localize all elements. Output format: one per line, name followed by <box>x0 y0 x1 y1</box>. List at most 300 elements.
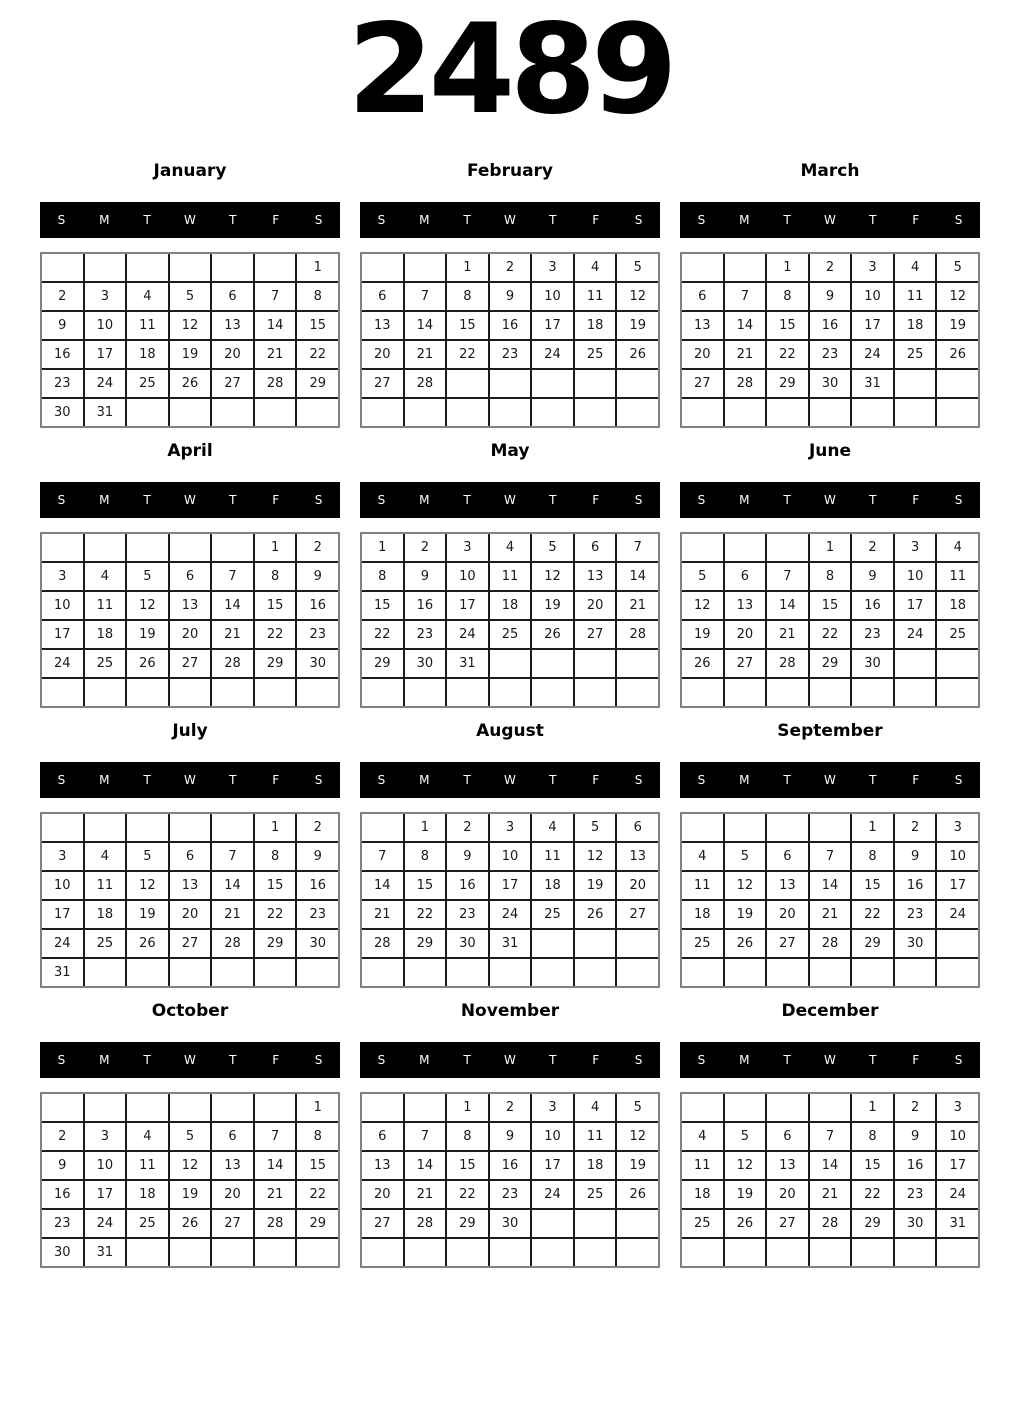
day-cell: 8 <box>810 563 851 590</box>
day-of-week-label: S <box>954 773 963 787</box>
day-cell: 14 <box>255 1152 296 1179</box>
empty-day-cell <box>767 534 808 561</box>
day-cell: 21 <box>617 592 658 619</box>
day-cell: 12 <box>575 843 616 870</box>
day-of-week-label: T <box>229 213 237 227</box>
day-cell: 5 <box>725 843 766 870</box>
day-cell: 25 <box>682 930 723 957</box>
day-cell: 7 <box>810 843 851 870</box>
day-cell: 13 <box>362 312 403 339</box>
day-cell: 5 <box>575 814 616 841</box>
day-of-week-label: F <box>272 493 280 507</box>
day-cell: 3 <box>447 534 488 561</box>
day-cell: 29 <box>447 1210 488 1237</box>
day-cell: 30 <box>297 930 338 957</box>
day-cell: 17 <box>937 872 978 899</box>
day-cell: 26 <box>725 1210 766 1237</box>
day-of-week-label: T <box>463 213 471 227</box>
empty-day-cell <box>810 679 851 706</box>
day-cell: 3 <box>532 254 573 281</box>
day-cell: 18 <box>895 312 936 339</box>
day-of-week-header <box>40 1042 340 1078</box>
empty-day-cell <box>362 959 403 986</box>
day-cell: 26 <box>532 621 573 648</box>
day-of-week-label: F <box>592 1053 600 1067</box>
day-cell: 20 <box>170 621 211 648</box>
day-of-week-label: T <box>549 493 557 507</box>
day-of-week-label: S <box>377 213 386 227</box>
day-cell: 20 <box>212 341 253 368</box>
empty-day-cell <box>255 399 296 426</box>
day-of-week-header <box>40 762 340 798</box>
empty-day-cell <box>170 959 211 986</box>
day-cell: 25 <box>85 930 126 957</box>
day-of-week-label: T <box>229 1053 237 1067</box>
day-cell: 20 <box>767 901 808 928</box>
day-cell: 16 <box>895 1152 936 1179</box>
day-cell: 26 <box>682 650 723 677</box>
empty-day-cell <box>937 930 978 957</box>
day-cell: 25 <box>532 901 573 928</box>
empty-day-cell <box>937 959 978 986</box>
empty-day-cell <box>532 370 573 397</box>
day-cell: 29 <box>810 650 851 677</box>
day-cell: 29 <box>297 370 338 397</box>
date-grid <box>40 1092 340 1268</box>
month-title: June <box>808 441 852 461</box>
day-cell: 21 <box>255 341 296 368</box>
day-cell: 1 <box>852 814 893 841</box>
day-cell: 13 <box>212 312 253 339</box>
day-cell: 16 <box>297 592 338 619</box>
empty-day-cell <box>532 930 573 957</box>
day-of-week-label: F <box>912 1053 920 1067</box>
empty-day-cell <box>405 1239 446 1266</box>
day-cell: 23 <box>895 1181 936 1208</box>
day-cell: 17 <box>85 1181 126 1208</box>
empty-day-cell <box>405 254 446 281</box>
empty-day-cell <box>405 679 446 706</box>
empty-day-cell <box>212 534 253 561</box>
month-title: November <box>460 1001 560 1021</box>
day-cell: 7 <box>725 283 766 310</box>
month-block-november <box>360 1000 660 1268</box>
day-cell: 28 <box>405 1210 446 1237</box>
day-cell: 11 <box>85 872 126 899</box>
day-cell: 8 <box>852 843 893 870</box>
day-cell: 29 <box>255 650 296 677</box>
empty-day-cell <box>532 1210 573 1237</box>
empty-day-cell <box>297 959 338 986</box>
empty-day-cell <box>212 959 253 986</box>
day-cell: 16 <box>447 872 488 899</box>
day-cell: 9 <box>42 312 83 339</box>
day-cell: 21 <box>810 901 851 928</box>
day-cell: 5 <box>725 1123 766 1150</box>
day-cell: 24 <box>937 901 978 928</box>
day-cell: 19 <box>725 1181 766 1208</box>
day-cell: 2 <box>42 1123 83 1150</box>
day-cell: 11 <box>127 312 168 339</box>
empty-day-cell <box>767 399 808 426</box>
day-cell: 5 <box>937 254 978 281</box>
empty-day-cell <box>362 679 403 706</box>
day-cell: 22 <box>810 621 851 648</box>
day-cell: 29 <box>852 930 893 957</box>
day-of-week-label: M <box>419 1053 430 1067</box>
day-cell: 6 <box>575 534 616 561</box>
day-cell: 19 <box>127 621 168 648</box>
day-cell: 2 <box>852 534 893 561</box>
day-cell: 6 <box>170 843 211 870</box>
day-cell: 1 <box>297 1094 338 1121</box>
day-of-week-label: W <box>504 1053 516 1067</box>
day-cell: 28 <box>405 370 446 397</box>
empty-day-cell <box>490 650 531 677</box>
empty-day-cell <box>490 399 531 426</box>
day-cell: 24 <box>532 341 573 368</box>
empty-day-cell <box>532 959 573 986</box>
day-cell: 15 <box>852 1152 893 1179</box>
day-cell: 27 <box>725 650 766 677</box>
day-of-week-label: T <box>869 1053 877 1067</box>
day-cell: 6 <box>212 1123 253 1150</box>
month-block-january <box>40 160 340 428</box>
day-cell: 6 <box>170 563 211 590</box>
month-block-may <box>360 440 660 708</box>
day-cell: 27 <box>362 370 403 397</box>
day-cell: 11 <box>575 1123 616 1150</box>
empty-day-cell <box>895 679 936 706</box>
day-of-week-header <box>680 482 980 518</box>
day-cell: 27 <box>617 901 658 928</box>
day-cell: 9 <box>810 283 851 310</box>
day-cell: 26 <box>170 1210 211 1237</box>
day-cell: 30 <box>405 650 446 677</box>
day-cell: 6 <box>725 563 766 590</box>
day-cell: 2 <box>895 1094 936 1121</box>
day-cell: 10 <box>937 1123 978 1150</box>
day-cell: 8 <box>852 1123 893 1150</box>
day-of-week-header <box>360 482 660 518</box>
day-cell: 25 <box>490 621 531 648</box>
day-cell: 8 <box>405 843 446 870</box>
day-cell: 13 <box>170 872 211 899</box>
month-title: March <box>800 161 860 181</box>
day-cell: 9 <box>447 843 488 870</box>
empty-day-cell <box>85 959 126 986</box>
day-cell: 17 <box>895 592 936 619</box>
day-cell: 2 <box>447 814 488 841</box>
empty-day-cell <box>767 959 808 986</box>
empty-day-cell <box>682 1094 723 1121</box>
date-grid <box>680 812 980 988</box>
day-of-week-label: S <box>697 493 706 507</box>
empty-day-cell <box>170 254 211 281</box>
day-cell: 26 <box>725 930 766 957</box>
day-cell: 16 <box>297 872 338 899</box>
day-cell: 4 <box>682 1123 723 1150</box>
empty-day-cell <box>405 1094 446 1121</box>
day-of-week-label: T <box>143 773 151 787</box>
day-cell: 8 <box>362 563 403 590</box>
day-cell: 13 <box>617 843 658 870</box>
day-cell: 10 <box>42 592 83 619</box>
day-of-week-label: S <box>634 213 643 227</box>
empty-day-cell <box>490 959 531 986</box>
day-cell: 8 <box>255 843 296 870</box>
day-of-week-label: S <box>377 493 386 507</box>
day-of-week-label: T <box>869 773 877 787</box>
day-cell: 11 <box>490 563 531 590</box>
day-of-week-label: M <box>99 773 110 787</box>
empty-day-cell <box>895 650 936 677</box>
empty-day-cell <box>42 1094 83 1121</box>
empty-day-cell <box>682 959 723 986</box>
day-of-week-label: M <box>739 1053 750 1067</box>
day-of-week-label: T <box>783 773 791 787</box>
day-of-week-label: S <box>314 773 323 787</box>
day-cell: 17 <box>42 901 83 928</box>
empty-day-cell <box>85 814 126 841</box>
day-cell: 9 <box>852 563 893 590</box>
day-cell: 4 <box>895 254 936 281</box>
day-of-week-label: M <box>419 493 430 507</box>
empty-day-cell <box>85 1094 126 1121</box>
day-cell: 2 <box>895 814 936 841</box>
day-cell: 22 <box>447 341 488 368</box>
day-cell: 28 <box>767 650 808 677</box>
empty-day-cell <box>447 959 488 986</box>
empty-day-cell <box>810 814 851 841</box>
day-cell: 18 <box>490 592 531 619</box>
day-cell: 19 <box>532 592 573 619</box>
empty-day-cell <box>617 399 658 426</box>
day-cell: 23 <box>447 901 488 928</box>
day-cell: 25 <box>895 341 936 368</box>
day-cell: 4 <box>575 254 616 281</box>
empty-day-cell <box>575 959 616 986</box>
day-cell: 15 <box>852 872 893 899</box>
day-cell: 24 <box>85 1210 126 1237</box>
day-cell: 4 <box>127 1123 168 1150</box>
day-cell: 28 <box>617 621 658 648</box>
day-cell: 7 <box>212 563 253 590</box>
day-of-week-label: T <box>869 213 877 227</box>
month-block-april <box>40 440 340 708</box>
empty-day-cell <box>617 679 658 706</box>
day-cell: 21 <box>810 1181 851 1208</box>
empty-day-cell <box>255 254 296 281</box>
day-cell: 6 <box>767 843 808 870</box>
day-cell: 9 <box>405 563 446 590</box>
empty-day-cell <box>725 679 766 706</box>
day-cell: 22 <box>852 1181 893 1208</box>
day-cell: 14 <box>810 1152 851 1179</box>
day-cell: 13 <box>767 1152 808 1179</box>
day-cell: 19 <box>575 872 616 899</box>
month-title: July <box>172 721 208 741</box>
day-cell: 10 <box>937 843 978 870</box>
day-cell: 30 <box>42 399 83 426</box>
day-cell: 12 <box>725 872 766 899</box>
day-cell: 4 <box>490 534 531 561</box>
day-cell: 25 <box>85 650 126 677</box>
day-cell: 13 <box>362 1152 403 1179</box>
day-cell: 12 <box>127 592 168 619</box>
day-of-week-label: S <box>954 1053 963 1067</box>
day-cell: 7 <box>405 283 446 310</box>
day-cell: 12 <box>617 283 658 310</box>
day-cell: 1 <box>405 814 446 841</box>
day-cell: 18 <box>532 872 573 899</box>
day-cell: 13 <box>767 872 808 899</box>
day-cell: 11 <box>895 283 936 310</box>
day-cell: 10 <box>532 1123 573 1150</box>
day-of-week-label: S <box>377 1053 386 1067</box>
day-cell: 11 <box>127 1152 168 1179</box>
day-cell: 8 <box>297 1123 338 1150</box>
day-cell: 27 <box>170 650 211 677</box>
empty-day-cell <box>725 399 766 426</box>
day-cell: 7 <box>405 1123 446 1150</box>
day-cell: 16 <box>405 592 446 619</box>
day-cell: 5 <box>617 254 658 281</box>
day-cell: 12 <box>682 592 723 619</box>
day-cell: 10 <box>447 563 488 590</box>
empty-day-cell <box>725 254 766 281</box>
day-cell: 3 <box>42 563 83 590</box>
day-of-week-label: F <box>272 1053 280 1067</box>
day-cell: 15 <box>767 312 808 339</box>
day-cell: 11 <box>682 1152 723 1179</box>
day-cell: 20 <box>170 901 211 928</box>
day-cell: 29 <box>255 930 296 957</box>
day-of-week-label: S <box>314 213 323 227</box>
day-cell: 10 <box>490 843 531 870</box>
empty-day-cell <box>617 959 658 986</box>
day-of-week-label: F <box>912 213 920 227</box>
empty-day-cell <box>127 679 168 706</box>
day-cell: 20 <box>575 592 616 619</box>
day-cell: 27 <box>170 930 211 957</box>
day-cell: 13 <box>725 592 766 619</box>
day-cell: 16 <box>490 312 531 339</box>
day-cell: 14 <box>212 592 253 619</box>
empty-day-cell <box>127 1094 168 1121</box>
empty-day-cell <box>490 679 531 706</box>
day-cell: 31 <box>937 1210 978 1237</box>
empty-day-cell <box>170 534 211 561</box>
empty-day-cell <box>42 254 83 281</box>
day-cell: 11 <box>575 283 616 310</box>
day-of-week-label: W <box>184 213 196 227</box>
day-cell: 30 <box>297 650 338 677</box>
month-title: April <box>167 441 213 461</box>
month-block-june <box>680 440 980 708</box>
day-of-week-label: F <box>272 213 280 227</box>
day-cell: 2 <box>490 1094 531 1121</box>
day-cell: 21 <box>767 621 808 648</box>
empty-day-cell <box>937 370 978 397</box>
day-cell: 8 <box>297 283 338 310</box>
day-of-week-label: T <box>143 1053 151 1067</box>
day-of-week-label: T <box>463 493 471 507</box>
day-cell: 7 <box>617 534 658 561</box>
empty-day-cell <box>575 679 616 706</box>
empty-day-cell <box>532 399 573 426</box>
day-of-week-label: S <box>634 1053 643 1067</box>
day-cell: 3 <box>490 814 531 841</box>
day-cell: 30 <box>810 370 851 397</box>
day-cell: 18 <box>937 592 978 619</box>
empty-day-cell <box>895 370 936 397</box>
day-cell: 17 <box>447 592 488 619</box>
day-cell: 30 <box>895 1210 936 1237</box>
day-cell: 17 <box>42 621 83 648</box>
empty-day-cell <box>895 1239 936 1266</box>
day-cell: 16 <box>810 312 851 339</box>
empty-day-cell <box>767 1094 808 1121</box>
day-cell: 5 <box>170 1123 211 1150</box>
day-of-week-header <box>360 1042 660 1078</box>
empty-day-cell <box>617 930 658 957</box>
day-cell: 18 <box>127 1181 168 1208</box>
day-cell: 23 <box>405 621 446 648</box>
day-cell: 16 <box>895 872 936 899</box>
day-cell: 7 <box>255 283 296 310</box>
day-cell: 15 <box>255 592 296 619</box>
day-cell: 23 <box>297 901 338 928</box>
day-cell: 21 <box>212 621 253 648</box>
day-cell: 9 <box>42 1152 83 1179</box>
day-cell: 14 <box>212 872 253 899</box>
day-cell: 14 <box>362 872 403 899</box>
day-cell: 21 <box>212 901 253 928</box>
day-cell: 14 <box>725 312 766 339</box>
empty-day-cell <box>575 370 616 397</box>
date-grid <box>680 252 980 428</box>
empty-day-cell <box>362 814 403 841</box>
empty-day-cell <box>895 959 936 986</box>
month-block-december <box>680 1000 980 1268</box>
day-cell: 9 <box>895 843 936 870</box>
empty-day-cell <box>682 814 723 841</box>
empty-day-cell <box>362 399 403 426</box>
date-grid <box>680 1092 980 1268</box>
empty-day-cell <box>937 1239 978 1266</box>
day-cell: 6 <box>362 283 403 310</box>
month-title: September <box>777 721 883 741</box>
day-cell: 26 <box>575 901 616 928</box>
day-cell: 12 <box>617 1123 658 1150</box>
day-cell: 3 <box>85 283 126 310</box>
day-of-week-label: T <box>549 1053 557 1067</box>
month-title: February <box>466 161 554 181</box>
day-cell: 1 <box>767 254 808 281</box>
date-grid <box>680 532 980 708</box>
empty-day-cell <box>852 959 893 986</box>
empty-day-cell <box>170 814 211 841</box>
day-cell: 11 <box>682 872 723 899</box>
day-cell: 23 <box>42 1210 83 1237</box>
day-cell: 31 <box>852 370 893 397</box>
day-of-week-label: T <box>463 773 471 787</box>
day-cell: 28 <box>212 650 253 677</box>
day-of-week-label: T <box>783 213 791 227</box>
day-of-week-label: W <box>184 1053 196 1067</box>
empty-day-cell <box>725 534 766 561</box>
